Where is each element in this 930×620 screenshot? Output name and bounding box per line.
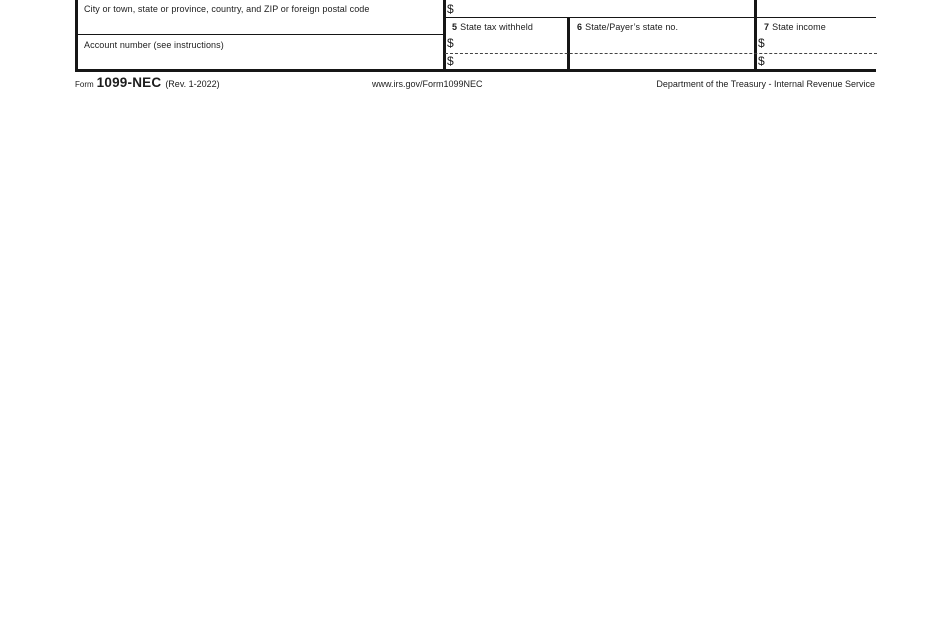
top-amount-dollar-sign: $: [447, 2, 454, 16]
top-amount-field[interactable]: [458, 0, 753, 16]
footer-form-number: 1099-NEC: [96, 75, 162, 90]
box5-amount-field-2[interactable]: [458, 54, 566, 69]
box7-number: 7: [764, 22, 770, 32]
footer-form-identifier: [75, 75, 220, 90]
city-state-zip-label: City or town, state or province, country, and ZIP or foreign postal code: [84, 4, 370, 14]
account-number-label: Account number (see instructions): [84, 40, 224, 50]
form-bottom-border: [75, 69, 876, 72]
divider-amount-state-row: [443, 17, 876, 19]
box7-label-text: State income: [772, 22, 826, 32]
box7-dollar-sign-2: $: [758, 54, 765, 68]
city-state-zip-field[interactable]: [78, 0, 443, 33]
footer-revision: (Rev. 1-2022): [165, 79, 220, 89]
box5-dollar-sign-1: $: [447, 36, 454, 50]
footer-irs-url: www.irs.gov/Form1099NEC: [372, 79, 483, 89]
box6-label-text: State/Payer’s state no.: [585, 22, 679, 32]
box7-amount-field-2[interactable]: [770, 54, 875, 69]
box7-amount-field-1[interactable]: [770, 36, 875, 52]
box7-label: [764, 22, 826, 32]
box5-amount-field-1[interactable]: [458, 36, 566, 52]
box5-label-text: State tax withheld: [460, 22, 533, 32]
box5-dollar-sign-2: $: [447, 54, 454, 68]
box7-dollar-sign-1: $: [758, 36, 765, 50]
box6-number: 6: [577, 22, 583, 32]
box5-number: 5: [452, 22, 458, 32]
footer-form-word: Form: [75, 80, 94, 89]
footer-agency-text: Department of the Treasury - Internal Revenue Service: [656, 79, 875, 89]
divider-box6-box7: [754, 0, 757, 71]
account-number-field[interactable]: [78, 35, 443, 69]
box5-label: [452, 22, 533, 32]
box6-state-number-field[interactable]: [572, 34, 752, 69]
divider-left-boxes-state: [443, 0, 446, 71]
box6-label: [577, 22, 678, 32]
divider-box5-box6: [567, 17, 570, 71]
